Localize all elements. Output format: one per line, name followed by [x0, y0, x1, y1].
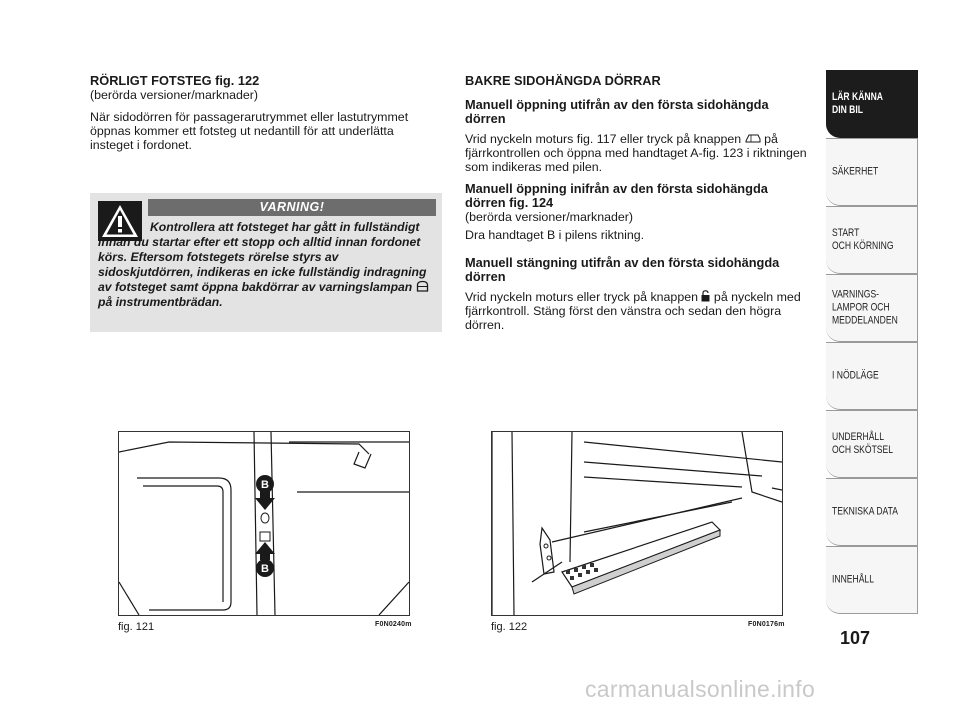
- tab-varningslampor[interactable]: [826, 274, 918, 342]
- section-heading: Manuell öppning inifrån av den första sidohängda dörren fig. 124: [465, 181, 768, 210]
- section-heading: Manuell stängning utifrån av den första sidohängda dörren: [465, 255, 780, 284]
- tab-label: I NÖDLÄGE: [832, 369, 879, 382]
- tab-lar-kanna-din-bil[interactable]: [826, 70, 918, 138]
- figure-label-b-top: B: [261, 479, 269, 491]
- section-heading: Manuell öppning utifrån av den första sidohängda dörren: [465, 97, 769, 126]
- door-open-lamp-icon: [416, 280, 429, 292]
- figure-label-b-bottom: B: [261, 563, 269, 575]
- figure-running-board: [491, 431, 783, 616]
- figure-code: F0N0176m: [748, 621, 785, 628]
- right-column: [465, 74, 810, 340]
- tab-start-och-korning[interactable]: [826, 206, 918, 274]
- watermark: carmanualsonline.info: [585, 676, 816, 702]
- running-board-illustration: [492, 432, 782, 615]
- warning-title: VARNING!: [148, 199, 436, 216]
- tab-i-nodlage[interactable]: [826, 342, 918, 410]
- body-text-part: Vrid nyckeln moturs fig. 117 eller tryck på knappen: [465, 132, 742, 146]
- page-number: 107: [840, 628, 871, 648]
- body-text: [465, 290, 810, 332]
- tab-underhall-och-skotsel[interactable]: [826, 410, 918, 478]
- body-text: Dra handtaget B i pilens riktning.: [465, 228, 645, 242]
- door-handle-illustration: [119, 432, 409, 615]
- body-text-part: på nyckeln med fjärrkontroll. Stäng först den vänstra och sedan den högra dörren.: [465, 290, 801, 332]
- figure-caption: fig. 122: [491, 621, 528, 633]
- tab-label: SÄKERHET: [832, 165, 879, 178]
- section-subheading: (berörda versioner/marknader): [90, 88, 259, 102]
- figure-code: F0N0240m: [375, 621, 412, 628]
- tab-label: LÄR KÄNNA DIN BIL: [832, 91, 884, 116]
- tab-sakerhet[interactable]: [826, 138, 918, 206]
- body-text-part: på fjärrkontrollen och öppna med handtaget A-fig. 123 i riktningen som indikeras med pilen.: [465, 132, 807, 174]
- unlock-icon: [701, 290, 710, 302]
- chapter-sidebar: [826, 70, 918, 614]
- body-text: [465, 132, 810, 174]
- figure-caption: fig. 121: [118, 621, 155, 633]
- body-text: När sidodörren för passagerarutrymmet eller lastutrymmet öppnas kommer ett fotsteg ut nedantill för att underlätta insteget i fordonet.: [90, 110, 409, 152]
- tab-label: TEKNISKA DATA: [832, 505, 898, 518]
- section-subheading: (berörda versioner/marknader): [465, 210, 634, 224]
- tab-label: START OCH KÖRNING: [832, 227, 894, 252]
- section-heading: RÖRLIGT FOTSTEG fig. 122: [90, 73, 260, 88]
- tab-label: UNDERHÅLL OCH SKÖTSEL: [832, 431, 894, 456]
- warning-text: [98, 220, 434, 310]
- tab-label: VARNINGS- LAMPOR OCH MEDDELANDEN: [832, 288, 898, 327]
- warning-text-part: Kontrollera att fotsteget har gått in fullständigt innan du startar efter ett stopp och alltid innan fordonet körs. Eftersom fotstegets rörelse styrs av sidoskjutdörren, indikeras en icke fullständig indragning av fotsteget samt öppna bakdörrar av varningslampan: [98, 220, 427, 294]
- left-column: [90, 74, 435, 160]
- tab-tekniska-data[interactable]: [826, 478, 918, 546]
- key-button-icon: [745, 133, 761, 144]
- figure-door-handle: [118, 431, 410, 616]
- tab-innehall[interactable]: [826, 546, 918, 614]
- section-title: BAKRE SIDOHÄNGDA DÖRRAR: [465, 73, 661, 88]
- warning-text-end: på instrumentbrädan.: [98, 295, 223, 309]
- tab-label: INNEHÅLL: [832, 573, 874, 586]
- warning-box: [90, 193, 442, 332]
- body-text-part: Vrid nyckeln moturs eller tryck på knappen: [465, 290, 699, 304]
